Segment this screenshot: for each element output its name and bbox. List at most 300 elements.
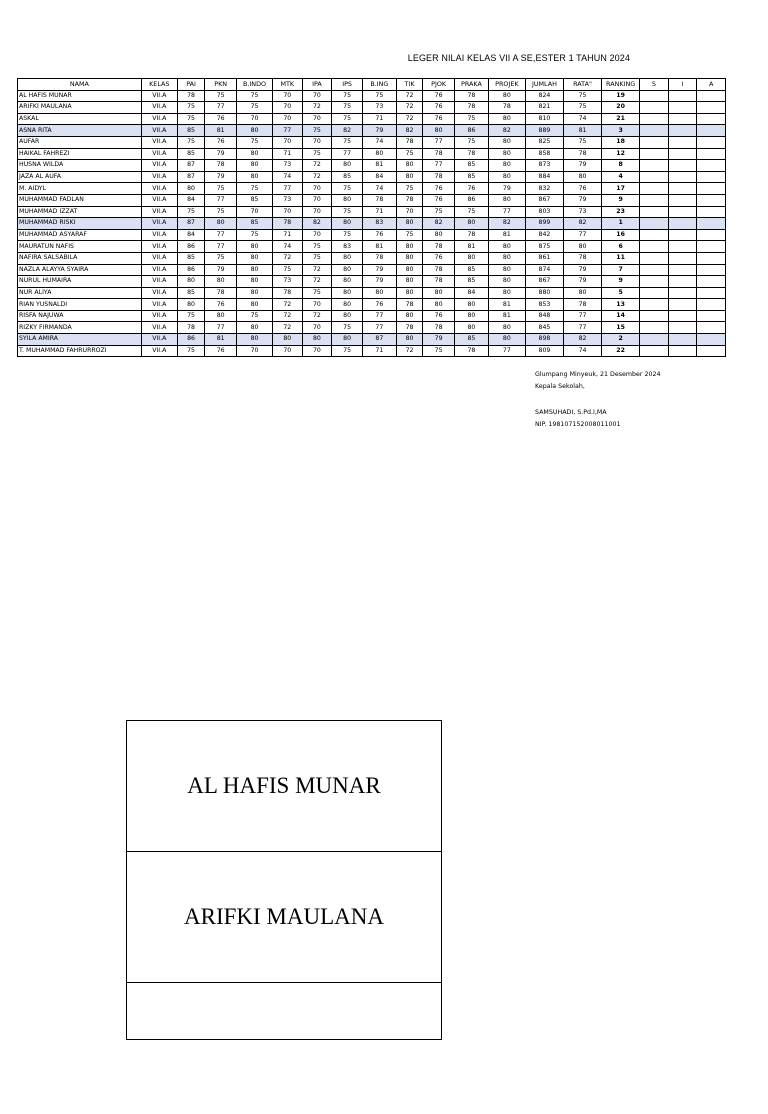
- score-cell: 80: [396, 241, 422, 253]
- score-cell: 80: [454, 299, 488, 311]
- student-row: [18, 322, 726, 334]
- score-cell: 78: [273, 218, 303, 230]
- score-cell: [640, 183, 669, 195]
- score-cell: 70: [273, 113, 303, 125]
- score-cell: 80: [237, 334, 273, 346]
- score-cell: VII.A: [141, 264, 177, 276]
- student-name-cell: NUR ALIYA: [18, 287, 142, 299]
- score-cell: 80: [332, 276, 363, 288]
- score-cell: 70: [302, 345, 332, 357]
- student-row: [18, 148, 726, 160]
- score-cell: 80: [454, 252, 488, 264]
- score-cell: 861: [525, 252, 563, 264]
- score-cell: VII.A: [141, 322, 177, 334]
- score-cell: 75: [177, 206, 205, 218]
- score-cell: 80: [396, 218, 422, 230]
- ranking-cell: 4: [602, 171, 640, 183]
- score-cell: VII.A: [141, 194, 177, 206]
- ranking-cell: 8: [602, 160, 640, 172]
- score-cell: 79: [423, 334, 455, 346]
- score-cell: 72: [396, 90, 422, 102]
- score-cell: [640, 171, 669, 183]
- score-cell: 70: [302, 90, 332, 102]
- score-cell: 78: [273, 287, 303, 299]
- score-cell: 80: [205, 276, 237, 288]
- score-cell: 75: [237, 229, 273, 241]
- score-cell: 78: [563, 299, 601, 311]
- score-cell: [697, 310, 726, 322]
- score-cell: 75: [205, 252, 237, 264]
- score-cell: 77: [205, 322, 237, 334]
- student-row: [18, 136, 726, 148]
- score-cell: [668, 310, 697, 322]
- score-cell: 80: [454, 310, 488, 322]
- score-cell: 79: [205, 148, 237, 160]
- student-row: [18, 276, 726, 288]
- score-cell: 72: [273, 310, 303, 322]
- ranking-cell: 19: [602, 90, 640, 102]
- score-cell: 76: [205, 136, 237, 148]
- score-cell: 82: [563, 218, 601, 230]
- score-cell: 85: [454, 160, 488, 172]
- score-cell: 82: [332, 125, 363, 137]
- score-cell: VII.A: [141, 310, 177, 322]
- score-cell: 70: [302, 299, 332, 311]
- score-cell: 874: [525, 264, 563, 276]
- score-cell: 72: [273, 322, 303, 334]
- score-cell: 77: [488, 206, 525, 218]
- score-cell: 71: [362, 345, 396, 357]
- ranking-cell: 11: [602, 252, 640, 264]
- score-cell: 80: [563, 171, 601, 183]
- score-cell: 73: [273, 160, 303, 172]
- score-cell: 80: [237, 241, 273, 253]
- signature-block: [535, 369, 661, 431]
- score-cell: 86: [454, 194, 488, 206]
- score-cell: 70: [237, 206, 273, 218]
- score-cell: 80: [177, 276, 205, 288]
- score-cell: 80: [396, 276, 422, 288]
- score-cell: 78: [454, 229, 488, 241]
- score-cell: 78: [423, 148, 455, 160]
- score-cell: [668, 345, 697, 357]
- score-cell: 80: [332, 252, 363, 264]
- score-cell: 80: [396, 171, 422, 183]
- column-header: IPS: [332, 79, 363, 91]
- score-cell: [668, 229, 697, 241]
- score-cell: VII.A: [141, 241, 177, 253]
- score-cell: 75: [177, 113, 205, 125]
- score-cell: 74: [273, 171, 303, 183]
- ranking-cell: 16: [602, 229, 640, 241]
- score-cell: 72: [273, 299, 303, 311]
- column-header: S: [640, 79, 669, 91]
- score-cell: 80: [302, 334, 332, 346]
- student-name-cell: SYILA AMIRA: [18, 334, 142, 346]
- score-cell: 80: [488, 136, 525, 148]
- score-cell: 73: [273, 276, 303, 288]
- score-cell: 86: [454, 125, 488, 137]
- score-cell: 75: [205, 90, 237, 102]
- score-cell: [697, 183, 726, 195]
- score-cell: 80: [237, 125, 273, 137]
- student-name-cell: NAFIRA SALSABILA: [18, 252, 142, 264]
- score-cell: 832: [525, 183, 563, 195]
- score-cell: [668, 194, 697, 206]
- column-header: MTK: [273, 79, 303, 91]
- score-cell: 78: [454, 90, 488, 102]
- score-cell: 80: [177, 299, 205, 311]
- score-cell: 73: [563, 206, 601, 218]
- score-cell: 75: [237, 90, 273, 102]
- score-cell: 79: [362, 125, 396, 137]
- score-cell: VII.A: [141, 334, 177, 346]
- column-header: I: [668, 79, 697, 91]
- score-cell: 77: [273, 183, 303, 195]
- ranking-cell: 21: [602, 113, 640, 125]
- score-cell: [668, 218, 697, 230]
- score-cell: 85: [332, 171, 363, 183]
- score-cell: [640, 160, 669, 172]
- score-cell: 78: [423, 241, 455, 253]
- score-cell: 80: [362, 287, 396, 299]
- score-cell: 75: [332, 90, 363, 102]
- student-name-cell: NAZLA ALAYYA SYAIRA: [18, 264, 142, 276]
- score-cell: 77: [205, 102, 237, 114]
- score-cell: 70: [302, 194, 332, 206]
- score-cell: 70: [237, 345, 273, 357]
- score-cell: 80: [237, 287, 273, 299]
- score-cell: 71: [362, 113, 396, 125]
- student-name-cell: RIAN YUSNALDI: [18, 299, 142, 311]
- score-cell: 79: [362, 276, 396, 288]
- score-cell: [640, 252, 669, 264]
- score-cell: 86: [177, 241, 205, 253]
- student-row: [18, 287, 726, 299]
- score-cell: 76: [423, 90, 455, 102]
- score-cell: 75: [332, 229, 363, 241]
- column-header: B.INDO: [237, 79, 273, 91]
- score-cell: [668, 299, 697, 311]
- score-cell: [697, 194, 726, 206]
- score-cell: [697, 345, 726, 357]
- student-row: [18, 102, 726, 114]
- score-cell: 80: [396, 252, 422, 264]
- score-cell: 80: [205, 310, 237, 322]
- ranking-cell: 12: [602, 148, 640, 160]
- column-header: JUMLAH: [525, 79, 563, 91]
- score-cell: 80: [488, 171, 525, 183]
- score-cell: 898: [525, 334, 563, 346]
- score-cell: 86: [177, 264, 205, 276]
- score-cell: [697, 229, 726, 241]
- table-header-row: [18, 79, 726, 91]
- score-cell: 75: [237, 136, 273, 148]
- score-cell: [640, 241, 669, 253]
- score-cell: 75: [205, 206, 237, 218]
- score-cell: [640, 287, 669, 299]
- score-cell: [640, 90, 669, 102]
- score-cell: 80: [237, 252, 273, 264]
- score-cell: 80: [273, 334, 303, 346]
- score-cell: 85: [454, 264, 488, 276]
- document-title: LEGER NILAI KELAS VII A SE,ESTER 1 TAHUN 2024: [407, 53, 630, 63]
- score-cell: 76: [362, 229, 396, 241]
- student-name-cell: MUHAMMAD IZZAT: [18, 206, 142, 218]
- score-cell: 74: [362, 183, 396, 195]
- score-cell: 75: [332, 136, 363, 148]
- score-cell: 79: [563, 160, 601, 172]
- score-cell: 81: [563, 125, 601, 137]
- score-cell: 80: [488, 160, 525, 172]
- score-cell: 80: [332, 299, 363, 311]
- score-cell: [640, 299, 669, 311]
- score-cell: 81: [205, 334, 237, 346]
- score-cell: 78: [563, 148, 601, 160]
- score-cell: VII.A: [141, 345, 177, 357]
- score-cell: 80: [423, 125, 455, 137]
- name-card-list: [126, 720, 442, 1040]
- score-cell: 81: [362, 241, 396, 253]
- score-cell: 75: [332, 322, 363, 334]
- score-cell: [640, 264, 669, 276]
- score-cell: 85: [177, 287, 205, 299]
- score-cell: [697, 264, 726, 276]
- score-cell: 78: [454, 102, 488, 114]
- place-date: Glumpang Minyeuk, 21 Desember 2024: [535, 371, 661, 378]
- student-name-cell: MAURATUN NAFIS: [18, 241, 142, 253]
- ranking-cell: 22: [602, 345, 640, 357]
- score-cell: 82: [488, 125, 525, 137]
- score-cell: 80: [488, 90, 525, 102]
- score-cell: 70: [273, 345, 303, 357]
- ranking-cell: 3: [602, 125, 640, 137]
- score-cell: 825: [525, 136, 563, 148]
- score-cell: 82: [302, 218, 332, 230]
- score-cell: 85: [177, 148, 205, 160]
- score-cell: [668, 113, 697, 125]
- score-cell: 81: [488, 310, 525, 322]
- score-cell: 79: [563, 264, 601, 276]
- score-cell: 78: [454, 345, 488, 357]
- ranking-cell: 7: [602, 264, 640, 276]
- column-header: KELAS: [141, 79, 177, 91]
- score-cell: [640, 125, 669, 137]
- column-header: B.ING: [362, 79, 396, 91]
- score-cell: 85: [177, 125, 205, 137]
- score-cell: 75: [177, 345, 205, 357]
- score-cell: 80: [237, 160, 273, 172]
- score-cell: [697, 322, 726, 334]
- score-cell: [668, 252, 697, 264]
- score-cell: VII.A: [141, 148, 177, 160]
- score-cell: VII.A: [141, 160, 177, 172]
- column-header: NAMA: [18, 79, 142, 91]
- score-cell: [697, 102, 726, 114]
- score-cell: 77: [273, 125, 303, 137]
- score-cell: 72: [273, 252, 303, 264]
- score-cell: VII.A: [141, 276, 177, 288]
- student-name-cell: ASNA RITA: [18, 125, 142, 137]
- score-cell: 80: [488, 322, 525, 334]
- score-cell: 74: [563, 345, 601, 357]
- score-cell: 72: [302, 276, 332, 288]
- score-cell: 86: [177, 334, 205, 346]
- score-cell: 78: [205, 287, 237, 299]
- score-cell: [668, 264, 697, 276]
- score-cell: 80: [237, 299, 273, 311]
- score-cell: 80: [488, 276, 525, 288]
- score-cell: VII.A: [141, 102, 177, 114]
- score-cell: 75: [423, 345, 455, 357]
- column-header: PRAKA: [454, 79, 488, 91]
- score-cell: [640, 194, 669, 206]
- column-header: TIK: [396, 79, 422, 91]
- student-row: [18, 125, 726, 137]
- score-cell: 80: [237, 322, 273, 334]
- score-cell: 75: [332, 206, 363, 218]
- score-cell: 80: [396, 287, 422, 299]
- score-cell: 78: [396, 299, 422, 311]
- score-cell: 78: [423, 171, 455, 183]
- column-header: PAI: [177, 79, 205, 91]
- score-cell: [640, 229, 669, 241]
- student-name-cell: HUSNA WILDA: [18, 160, 142, 172]
- score-cell: 75: [362, 90, 396, 102]
- score-cell: 72: [302, 160, 332, 172]
- score-cell: 70: [302, 206, 332, 218]
- score-cell: [640, 148, 669, 160]
- score-cell: 70: [273, 102, 303, 114]
- score-cell: 809: [525, 345, 563, 357]
- score-cell: 80: [454, 218, 488, 230]
- score-cell: 80: [332, 264, 363, 276]
- score-cell: 76: [205, 345, 237, 357]
- score-cell: 78: [488, 102, 525, 114]
- score-cell: 82: [396, 125, 422, 137]
- score-cell: 80: [332, 287, 363, 299]
- score-cell: 71: [273, 229, 303, 241]
- score-cell: 70: [302, 183, 332, 195]
- score-cell: [697, 241, 726, 253]
- score-cell: 80: [454, 322, 488, 334]
- score-cell: 70: [302, 113, 332, 125]
- score-cell: 858: [525, 148, 563, 160]
- grade-ledger-table: [17, 78, 726, 357]
- score-cell: 76: [423, 113, 455, 125]
- score-cell: 80: [205, 218, 237, 230]
- score-cell: 80: [177, 183, 205, 195]
- score-cell: 72: [302, 102, 332, 114]
- student-name-cell: MUHAMMAD RISKI: [18, 218, 142, 230]
- score-cell: 71: [362, 206, 396, 218]
- score-cell: 73: [273, 194, 303, 206]
- score-cell: 75: [273, 264, 303, 276]
- score-cell: 76: [563, 183, 601, 195]
- score-cell: 75: [205, 183, 237, 195]
- score-cell: 81: [488, 299, 525, 311]
- student-name-cell: M. AIDYL: [18, 183, 142, 195]
- score-cell: 75: [396, 148, 422, 160]
- score-cell: 889: [525, 125, 563, 137]
- score-cell: 79: [563, 276, 601, 288]
- score-cell: VII.A: [141, 113, 177, 125]
- score-cell: 79: [563, 194, 601, 206]
- column-header: RATA": [563, 79, 601, 91]
- score-cell: [640, 345, 669, 357]
- student-row: [18, 171, 726, 183]
- score-cell: 85: [454, 171, 488, 183]
- score-cell: 76: [454, 183, 488, 195]
- score-cell: 80: [332, 160, 363, 172]
- score-cell: 80: [423, 229, 455, 241]
- signer-nip: NIP. 198107152008011001: [535, 421, 621, 428]
- score-cell: 80: [563, 241, 601, 253]
- ranking-cell: 18: [602, 136, 640, 148]
- ranking-cell: 23: [602, 206, 640, 218]
- score-cell: 72: [302, 264, 332, 276]
- score-cell: 899: [525, 218, 563, 230]
- score-cell: VII.A: [141, 229, 177, 241]
- score-cell: 70: [396, 206, 422, 218]
- score-cell: 80: [396, 160, 422, 172]
- score-cell: [697, 113, 726, 125]
- score-cell: [697, 276, 726, 288]
- score-cell: 80: [423, 299, 455, 311]
- score-cell: 72: [396, 345, 422, 357]
- score-cell: [697, 171, 726, 183]
- student-row: [18, 160, 726, 172]
- score-cell: 77: [362, 322, 396, 334]
- score-cell: 76: [423, 310, 455, 322]
- student-name-cell: RIZKY FIRMANDA: [18, 322, 142, 334]
- student-name-cell: MUHAMMAD FADLAN: [18, 194, 142, 206]
- column-header: IPA: [302, 79, 332, 91]
- signer-role: Kepala Sekolah,: [535, 383, 585, 390]
- score-cell: 80: [488, 194, 525, 206]
- score-cell: 87: [362, 334, 396, 346]
- score-cell: VII.A: [141, 218, 177, 230]
- score-cell: 76: [205, 113, 237, 125]
- score-cell: 80: [237, 148, 273, 160]
- score-cell: 80: [563, 287, 601, 299]
- score-cell: [640, 113, 669, 125]
- student-name-cell: ASKAL: [18, 113, 142, 125]
- score-cell: 80: [488, 334, 525, 346]
- score-cell: 84: [177, 194, 205, 206]
- student-row: [18, 345, 726, 357]
- score-cell: 77: [205, 241, 237, 253]
- ranking-cell: 17: [602, 183, 640, 195]
- score-cell: 76: [423, 252, 455, 264]
- score-cell: 72: [396, 113, 422, 125]
- score-cell: 78: [396, 322, 422, 334]
- score-cell: 80: [332, 334, 363, 346]
- ranking-cell: 20: [602, 102, 640, 114]
- score-cell: 70: [273, 90, 303, 102]
- ranking-cell: 1: [602, 218, 640, 230]
- score-cell: [697, 252, 726, 264]
- score-cell: 75: [302, 252, 332, 264]
- score-cell: 75: [237, 102, 273, 114]
- signer-name: SAMSUHADI, S.Pd.I,MA: [535, 409, 607, 416]
- score-cell: 75: [563, 136, 601, 148]
- ranking-cell: 13: [602, 299, 640, 311]
- ranking-cell: 2: [602, 334, 640, 346]
- score-cell: [697, 218, 726, 230]
- student-row: [18, 229, 726, 241]
- score-cell: 75: [423, 206, 455, 218]
